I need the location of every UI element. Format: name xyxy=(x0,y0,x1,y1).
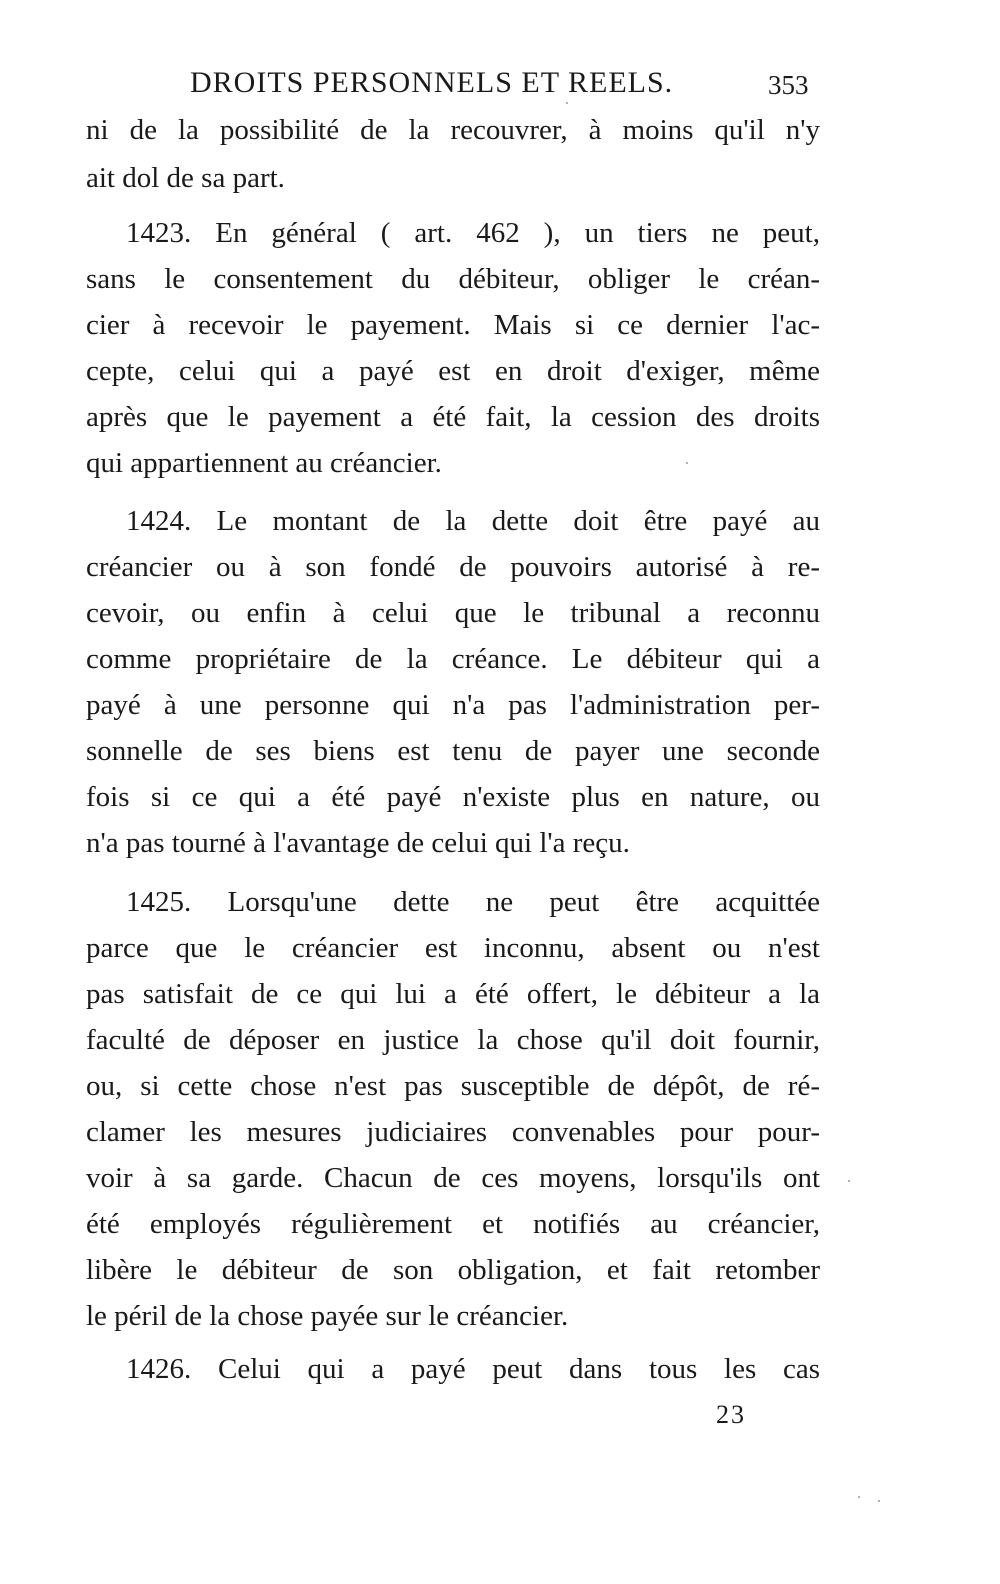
paper-speck xyxy=(848,1180,850,1182)
text-line: cier à recevoir le payement. Mais si ce dernier l'ac- xyxy=(86,309,820,341)
text-line: été employés régulièrement et notifiés au créancier, xyxy=(86,1208,820,1240)
paper-speck xyxy=(878,1500,880,1502)
page-number: 353 xyxy=(768,70,809,100)
text-line: ni de la possibilité de la recouvrer, à moins qu'il n'y xyxy=(86,114,820,146)
text-line: ou, si cette chose n'est pas susceptible de dépôt, de ré- xyxy=(86,1070,820,1102)
text-line: faculté de déposer en justice la chose qu'il doit fournir, xyxy=(86,1024,820,1056)
text-line: ait dol de sa part. xyxy=(86,162,285,194)
text-line: parce que le créancier est inconnu, absent ou n'est xyxy=(86,932,820,964)
text-line: créancier ou à son fondé de pouvoirs autorisé à re- xyxy=(86,551,820,583)
article-1426-start: 1426. Celui qui a payé peut dans tous les cas xyxy=(126,1353,820,1385)
paper-speck xyxy=(686,462,688,464)
signature-mark: 23 xyxy=(716,1400,746,1429)
text-line: payé à une personne qui n'a pas l'administration per- xyxy=(86,689,820,721)
text-line: après que le payement a été fait, la cession des droits xyxy=(86,401,820,433)
text-line: qui appartiennent au créancier. xyxy=(86,447,442,479)
article-1423-start: 1423. En général ( art. 462 ), un tiers ne peut, xyxy=(126,217,820,249)
text-line: cevoir, ou enfin à celui que le tribunal a reconnu xyxy=(86,597,820,629)
text-line: sans le consentement du débiteur, obliger le créan- xyxy=(86,263,820,295)
text-line: cepte, celui qui a payé est en droit d'exiger, même xyxy=(86,355,820,387)
text-line: le péril de la chose payée sur le créancier. xyxy=(86,1300,569,1332)
running-title: DROITS PERSONNELS ET REELS. xyxy=(190,66,674,99)
text-line: voir à sa garde. Chacun de ces moyens, lorsqu'ils ont xyxy=(86,1162,820,1194)
text-line: libère le débiteur de son obligation, et fait retomber xyxy=(86,1254,820,1286)
paper-speck xyxy=(858,1496,860,1498)
text-line: fois si ce qui a été payé n'existe plus en nature, ou xyxy=(86,781,820,813)
text-line: comme propriétaire de la créance. Le débiteur qui a xyxy=(86,643,820,675)
paper-speck xyxy=(566,102,568,104)
text-line: n'a pas tourné à l'avantage de celui qui l'a reçu. xyxy=(86,827,630,859)
text-line: pas satisfait de ce qui lui a été offert, le débiteur a la xyxy=(86,978,820,1010)
article-1425-start: 1425. Lorsqu'une dette ne peut être acquittée xyxy=(126,886,820,918)
text-line: clamer les mesures judiciaires convenables pour pour- xyxy=(86,1116,820,1148)
text-line: sonnelle de ses biens est tenu de payer une seconde xyxy=(86,735,820,767)
article-1424-start: 1424. Le montant de la dette doit être payé au xyxy=(126,505,820,537)
